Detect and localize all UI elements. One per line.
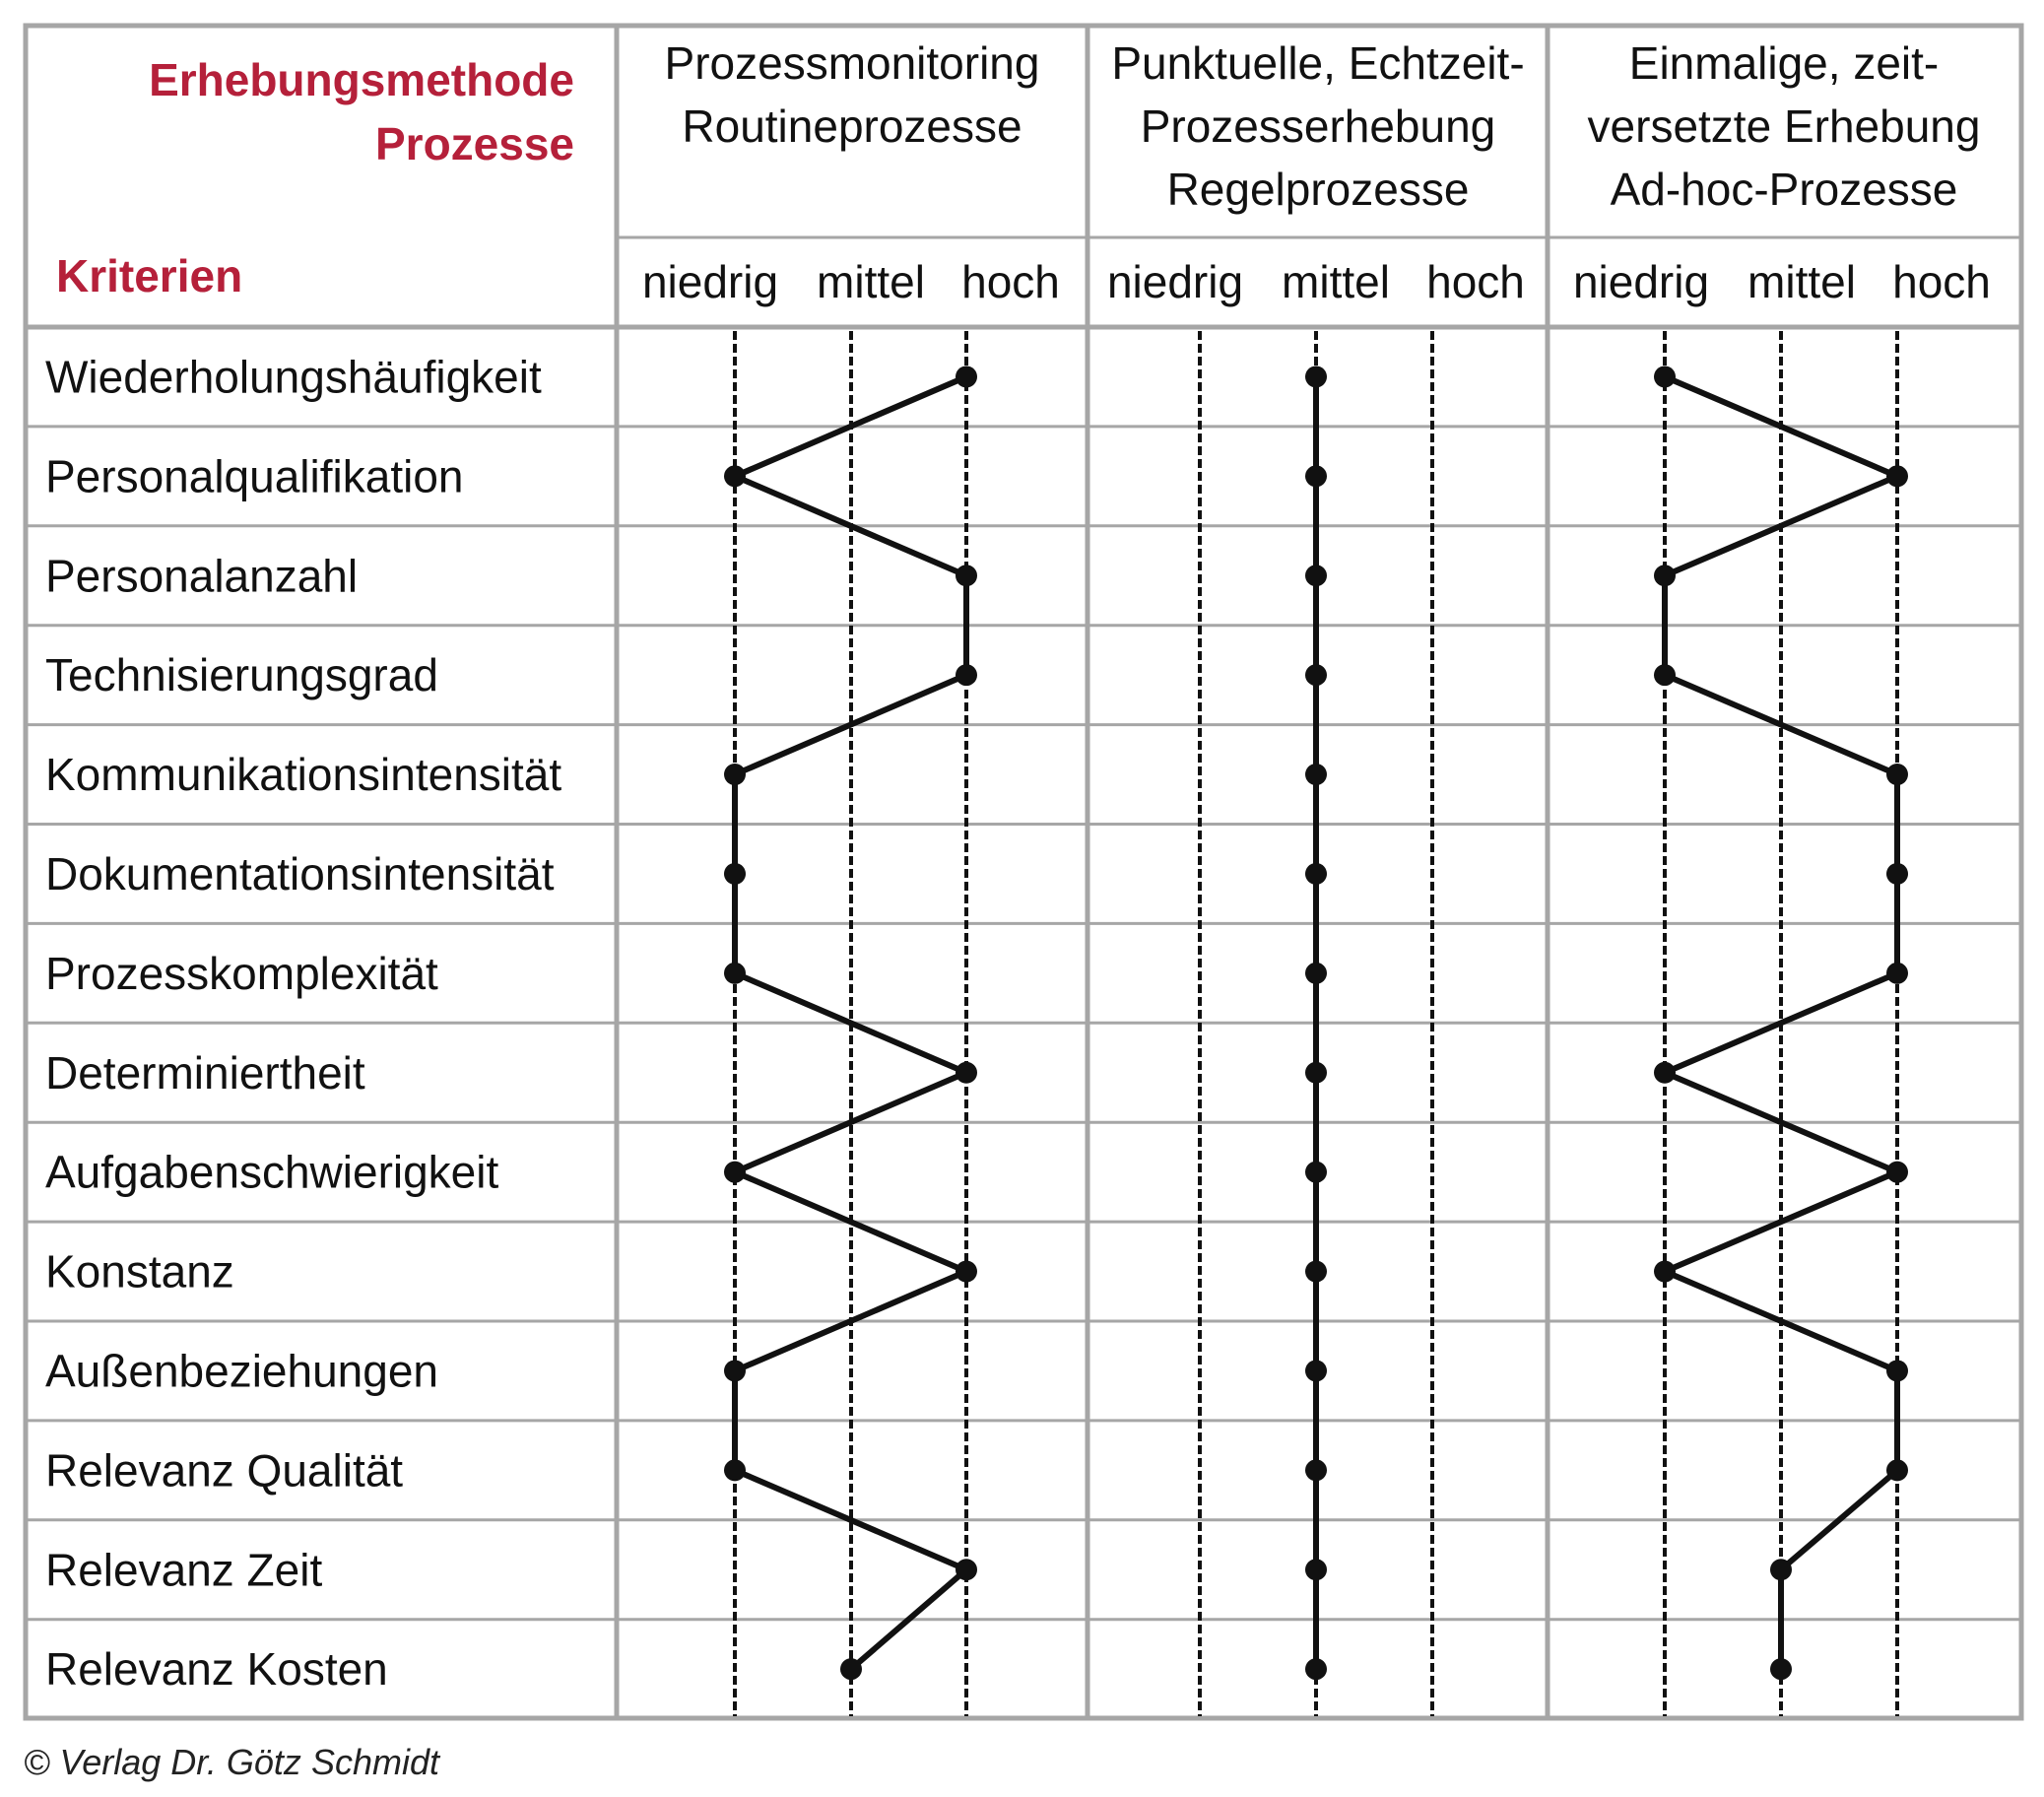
- profile-point: [956, 565, 977, 586]
- method-title-line: Regelprozesse: [1166, 164, 1470, 215]
- profile-point: [1305, 863, 1327, 885]
- level-label-mittel: mittel: [817, 256, 925, 307]
- criterion-label: Wiederholungshäufigkeit: [45, 351, 542, 403]
- criterion-label: Dokumentationsintensität: [45, 847, 555, 899]
- profile-point: [1305, 366, 1327, 387]
- level-label-mittel: mittel: [1747, 256, 1856, 307]
- criterion-label: Personalanzahl: [45, 550, 359, 602]
- profile-point: [724, 1162, 746, 1183]
- criterion-label: Relevanz Kosten: [45, 1643, 388, 1696]
- level-label-hoch: hoch: [1892, 256, 1991, 307]
- copyright-notice: © Verlag Dr. Götz Schmidt: [24, 1742, 439, 1782]
- profile-point: [1305, 1261, 1327, 1283]
- method-title-line: versetzte Erhebung: [1587, 100, 1981, 152]
- level-labels: [642, 256, 1991, 307]
- profile-point: [724, 1459, 746, 1481]
- profile-point: [956, 664, 977, 686]
- profile-point: [956, 1062, 977, 1084]
- level-label-niedrig: niedrig: [1106, 256, 1244, 307]
- processes-title: Prozesse: [374, 118, 574, 169]
- level-label-hoch: hoch: [961, 256, 1060, 307]
- profile-point: [1305, 465, 1327, 487]
- profile-point: [1770, 1658, 1792, 1680]
- profile-point: [956, 366, 977, 387]
- method-title-line: Prozessmonitoring: [664, 37, 1040, 89]
- level-label-mittel: mittel: [1282, 256, 1390, 307]
- criterion-label: Technisierungsgrad: [45, 649, 438, 701]
- method-title-line: Einmalige, zeit-: [1628, 37, 1940, 89]
- criterion-label: Konstanz: [45, 1245, 234, 1298]
- level-label-niedrig: niedrig: [1572, 256, 1710, 307]
- criterion-label: Aufgabenschwierigkeit: [45, 1146, 499, 1198]
- profile-point: [724, 863, 746, 885]
- criterion-label: Personalqualifikation: [45, 450, 464, 502]
- method-title-line: Ad-hoc-Prozesse: [1610, 164, 1958, 215]
- profile-point: [956, 1559, 977, 1580]
- method-title: Erhebungsmethode: [149, 54, 574, 105]
- criterion-label: Kommunikationsintensität: [45, 749, 562, 801]
- profile-point: [1886, 465, 1908, 487]
- profile-point: [724, 1360, 746, 1381]
- level-label-hoch: hoch: [1426, 256, 1525, 307]
- profile-point: [1886, 1459, 1908, 1481]
- criterion-label: Relevanz Qualität: [45, 1444, 404, 1497]
- criterion-label: Prozesskomplexität: [45, 947, 438, 999]
- profile-point: [1305, 664, 1327, 686]
- profile-point: [1305, 764, 1327, 785]
- criterion-label: Relevanz Zeit: [45, 1544, 323, 1596]
- profile-point: [1305, 565, 1327, 586]
- profile-point: [1305, 1162, 1327, 1183]
- profile-point: [1305, 1559, 1327, 1580]
- profile-point: [1654, 565, 1676, 586]
- method-title-line: Punktuelle, Echtzeit-: [1111, 37, 1525, 89]
- profile-point: [956, 1261, 977, 1283]
- profile-point: [1305, 1658, 1327, 1680]
- criterion-label: Außenbeziehungen: [45, 1345, 438, 1397]
- profile-point: [1886, 863, 1908, 885]
- criteria-title: Kriterien: [56, 250, 243, 301]
- profile-point: [1305, 1360, 1327, 1381]
- profile-point: [1886, 963, 1908, 984]
- level-label-niedrig: niedrig: [641, 256, 779, 307]
- method-header-2: [1111, 37, 1524, 215]
- profile-point: [1886, 1162, 1908, 1183]
- method-title-line: Routineprozesse: [682, 100, 1022, 152]
- profile-point: [1886, 764, 1908, 785]
- profile-point: [724, 465, 746, 487]
- profile-point: [1654, 366, 1676, 387]
- profile-point: [1305, 1459, 1327, 1481]
- profile-point: [840, 1658, 862, 1680]
- profile-point: [1305, 1062, 1327, 1084]
- profile-point: [1886, 1360, 1908, 1381]
- profile-point: [1770, 1559, 1792, 1580]
- profile-point: [724, 963, 746, 984]
- method-header-3: [1588, 37, 1981, 215]
- profile-point: [1654, 1261, 1676, 1283]
- header-labels: [56, 54, 574, 301]
- profile-point: [1305, 963, 1327, 984]
- criterion-label: Determiniertheit: [45, 1046, 365, 1098]
- profile-point: [724, 764, 746, 785]
- profile-point: [1654, 1062, 1676, 1084]
- method-headers: [665, 37, 1981, 215]
- method-title-line: Prozesserhebung: [1140, 100, 1496, 152]
- profile-point: [1654, 664, 1676, 686]
- row-dividers: [26, 427, 2021, 1620]
- method-header-1: [665, 37, 1040, 152]
